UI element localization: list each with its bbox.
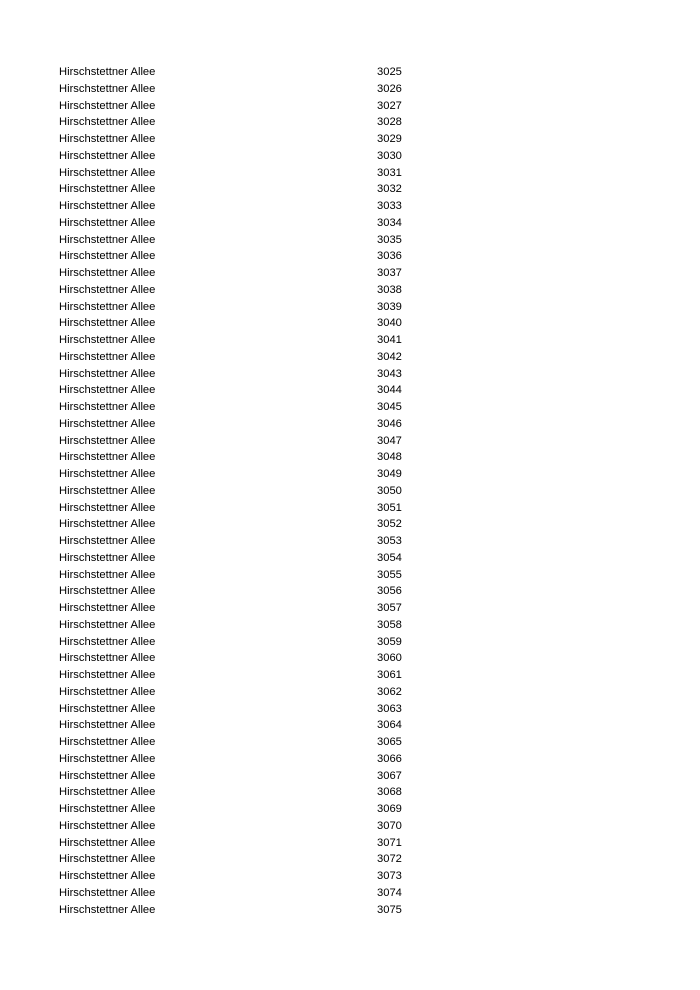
- street-name: Hirschstettner Allee: [59, 585, 156, 598]
- street-number: 3068: [377, 786, 402, 799]
- street-number: 3057: [377, 602, 402, 614]
- street-name: Hirschstettner Allee: [59, 886, 156, 899]
- street-number: 3075: [377, 903, 402, 916]
- list-item: [59, 717, 479, 734]
- street-number: 3033: [377, 200, 402, 212]
- list-item: [59, 650, 479, 667]
- street-name: Hirschstettner Allee: [59, 602, 156, 614]
- list-item: [59, 81, 479, 98]
- street-name: Hirschstettner Allee: [59, 568, 156, 581]
- street-name: Hirschstettner Allee: [59, 133, 156, 145]
- list-item: [59, 516, 479, 533]
- street-name: Hirschstettner Allee: [59, 535, 156, 547]
- list-item: [59, 617, 479, 634]
- street-number: 3036: [377, 250, 402, 263]
- list-item: [59, 818, 479, 835]
- list-item: [59, 64, 479, 81]
- street-number: 3047: [377, 434, 402, 447]
- street-number: 3056: [377, 585, 402, 598]
- street-number: 3044: [377, 384, 402, 397]
- street-name: Hirschstettner Allee: [59, 283, 156, 296]
- list-item: [59, 114, 479, 131]
- street-number: 3046: [377, 417, 402, 430]
- list-item: [59, 851, 479, 868]
- street-name: Hirschstettner Allee: [59, 903, 156, 916]
- street-name: Hirschstettner Allee: [59, 819, 156, 832]
- street-name: Hirschstettner Allee: [59, 216, 156, 229]
- street-number: 3028: [377, 116, 402, 129]
- street-number: 3054: [377, 551, 402, 564]
- street-number: 3039: [377, 300, 402, 313]
- street-number: 3035: [377, 233, 402, 246]
- street-name: Hirschstettner Allee: [59, 317, 156, 330]
- list-item: [59, 751, 479, 768]
- street-number: 3058: [377, 618, 402, 631]
- street-name: Hirschstettner Allee: [59, 367, 156, 380]
- street-name: Hirschstettner Allee: [59, 267, 156, 279]
- street-name: Hirschstettner Allee: [59, 434, 156, 447]
- street-name: Hirschstettner Allee: [59, 417, 156, 430]
- list-item: [59, 248, 479, 265]
- street-name: Hirschstettner Allee: [59, 484, 156, 497]
- list-item: [59, 600, 479, 617]
- list-item: [59, 902, 479, 919]
- street-name: Hirschstettner Allee: [59, 233, 156, 246]
- street-name: Hirschstettner Allee: [59, 769, 156, 782]
- street-name: Hirschstettner Allee: [59, 518, 156, 531]
- street-name: Hirschstettner Allee: [59, 702, 156, 715]
- street-number: 3049: [377, 468, 402, 480]
- list-item: [59, 299, 479, 316]
- street-name: Hirschstettner Allee: [59, 468, 156, 480]
- list-item: [59, 583, 479, 600]
- street-name: Hirschstettner Allee: [59, 166, 156, 179]
- street-number: 3034: [377, 216, 402, 229]
- list-item: [59, 801, 479, 818]
- street-name: Hirschstettner Allee: [59, 786, 156, 799]
- street-number: 3066: [377, 752, 402, 765]
- street-number: 3027: [377, 99, 402, 112]
- street-number: 3050: [377, 484, 402, 497]
- street-name: Hirschstettner Allee: [59, 551, 156, 564]
- list-item: [59, 282, 479, 299]
- street-name: Hirschstettner Allee: [59, 451, 156, 464]
- list-item: [59, 500, 479, 517]
- list-item: [59, 701, 479, 718]
- street-number: 3043: [377, 367, 402, 380]
- street-name: Hirschstettner Allee: [59, 82, 156, 95]
- list-item: [59, 181, 479, 198]
- list-item: [59, 768, 479, 785]
- street-number: 3032: [377, 183, 402, 196]
- street-name: Hirschstettner Allee: [59, 618, 156, 631]
- street-number: 3052: [377, 518, 402, 531]
- list-item: [59, 466, 479, 483]
- street-name: Hirschstettner Allee: [59, 200, 156, 212]
- street-number: 3069: [377, 803, 402, 815]
- list-item: [59, 567, 479, 584]
- list-item: [59, 483, 479, 500]
- street-number: 3025: [377, 66, 402, 78]
- street-number: 3064: [377, 719, 402, 732]
- street-name: Hirschstettner Allee: [59, 685, 156, 698]
- list-item: [59, 232, 479, 249]
- street-number: 3061: [377, 669, 402, 681]
- list-item: [59, 433, 479, 450]
- list-item: [59, 550, 479, 567]
- street-number: 3045: [377, 401, 402, 413]
- street-number: 3062: [377, 685, 402, 698]
- street-number: 3063: [377, 702, 402, 715]
- list-item: [59, 533, 479, 550]
- street-number: 3029: [377, 133, 402, 145]
- list-item: [59, 332, 479, 349]
- list-item: [59, 885, 479, 902]
- list-item: [59, 399, 479, 416]
- list-item: [59, 131, 479, 148]
- street-number: 3073: [377, 870, 402, 882]
- list-item: [59, 349, 479, 366]
- street-name: Hirschstettner Allee: [59, 116, 156, 129]
- street-number: 3031: [377, 166, 402, 179]
- street-number: 3055: [377, 568, 402, 581]
- street-name: Hirschstettner Allee: [59, 803, 156, 815]
- list-item: [59, 734, 479, 751]
- list-item: [59, 868, 479, 885]
- list-item: [59, 198, 479, 215]
- list-item: [59, 634, 479, 651]
- list-item: [59, 784, 479, 801]
- street-name: Hirschstettner Allee: [59, 669, 156, 681]
- list-item: [59, 148, 479, 165]
- street-number: 3026: [377, 82, 402, 95]
- street-number: 3030: [377, 149, 402, 162]
- street-name: Hirschstettner Allee: [59, 350, 156, 363]
- list-item: [59, 449, 479, 466]
- street-name: Hirschstettner Allee: [59, 401, 156, 413]
- street-name: Hirschstettner Allee: [59, 384, 156, 397]
- street-number: 3040: [377, 317, 402, 330]
- list-item: [59, 684, 479, 701]
- street-number: 3038: [377, 283, 402, 296]
- street-name: Hirschstettner Allee: [59, 652, 156, 665]
- street-number: 3037: [377, 267, 402, 279]
- street-name: Hirschstettner Allee: [59, 334, 156, 346]
- list-item: [59, 265, 479, 282]
- street-number: 3048: [377, 451, 402, 464]
- street-name: Hirschstettner Allee: [59, 836, 156, 849]
- street-number: 3074: [377, 886, 402, 899]
- street-name: Hirschstettner Allee: [59, 736, 156, 748]
- street-number: 3042: [377, 350, 402, 363]
- list-item: [59, 215, 479, 232]
- list-item: [59, 382, 479, 399]
- street-number: 3041: [377, 334, 402, 346]
- street-name: Hirschstettner Allee: [59, 635, 156, 648]
- street-name: Hirschstettner Allee: [59, 752, 156, 765]
- street-number: 3053: [377, 535, 402, 547]
- list-item: [59, 416, 479, 433]
- street-name: Hirschstettner Allee: [59, 853, 156, 866]
- street-number: 3070: [377, 819, 402, 832]
- street-number: 3071: [377, 836, 402, 849]
- street-name: Hirschstettner Allee: [59, 66, 156, 78]
- street-name: Hirschstettner Allee: [59, 183, 156, 196]
- street-number: 3065: [377, 736, 402, 748]
- list-item: [59, 98, 479, 115]
- street-name: Hirschstettner Allee: [59, 149, 156, 162]
- street-name: Hirschstettner Allee: [59, 300, 156, 313]
- street-number: 3072: [377, 853, 402, 866]
- street-name: Hirschstettner Allee: [59, 719, 156, 732]
- street-number: 3051: [377, 501, 402, 514]
- street-number: 3060: [377, 652, 402, 665]
- street-name: Hirschstettner Allee: [59, 99, 156, 112]
- street-name: Hirschstettner Allee: [59, 501, 156, 514]
- street-address-list: [59, 64, 479, 918]
- list-item: [59, 366, 479, 383]
- street-number: 3059: [377, 635, 402, 648]
- list-item: [59, 835, 479, 852]
- street-name: Hirschstettner Allee: [59, 870, 156, 882]
- street-name: Hirschstettner Allee: [59, 250, 156, 263]
- list-item: [59, 667, 479, 684]
- list-item: [59, 315, 479, 332]
- list-item: [59, 165, 479, 182]
- street-number: 3067: [377, 769, 402, 782]
